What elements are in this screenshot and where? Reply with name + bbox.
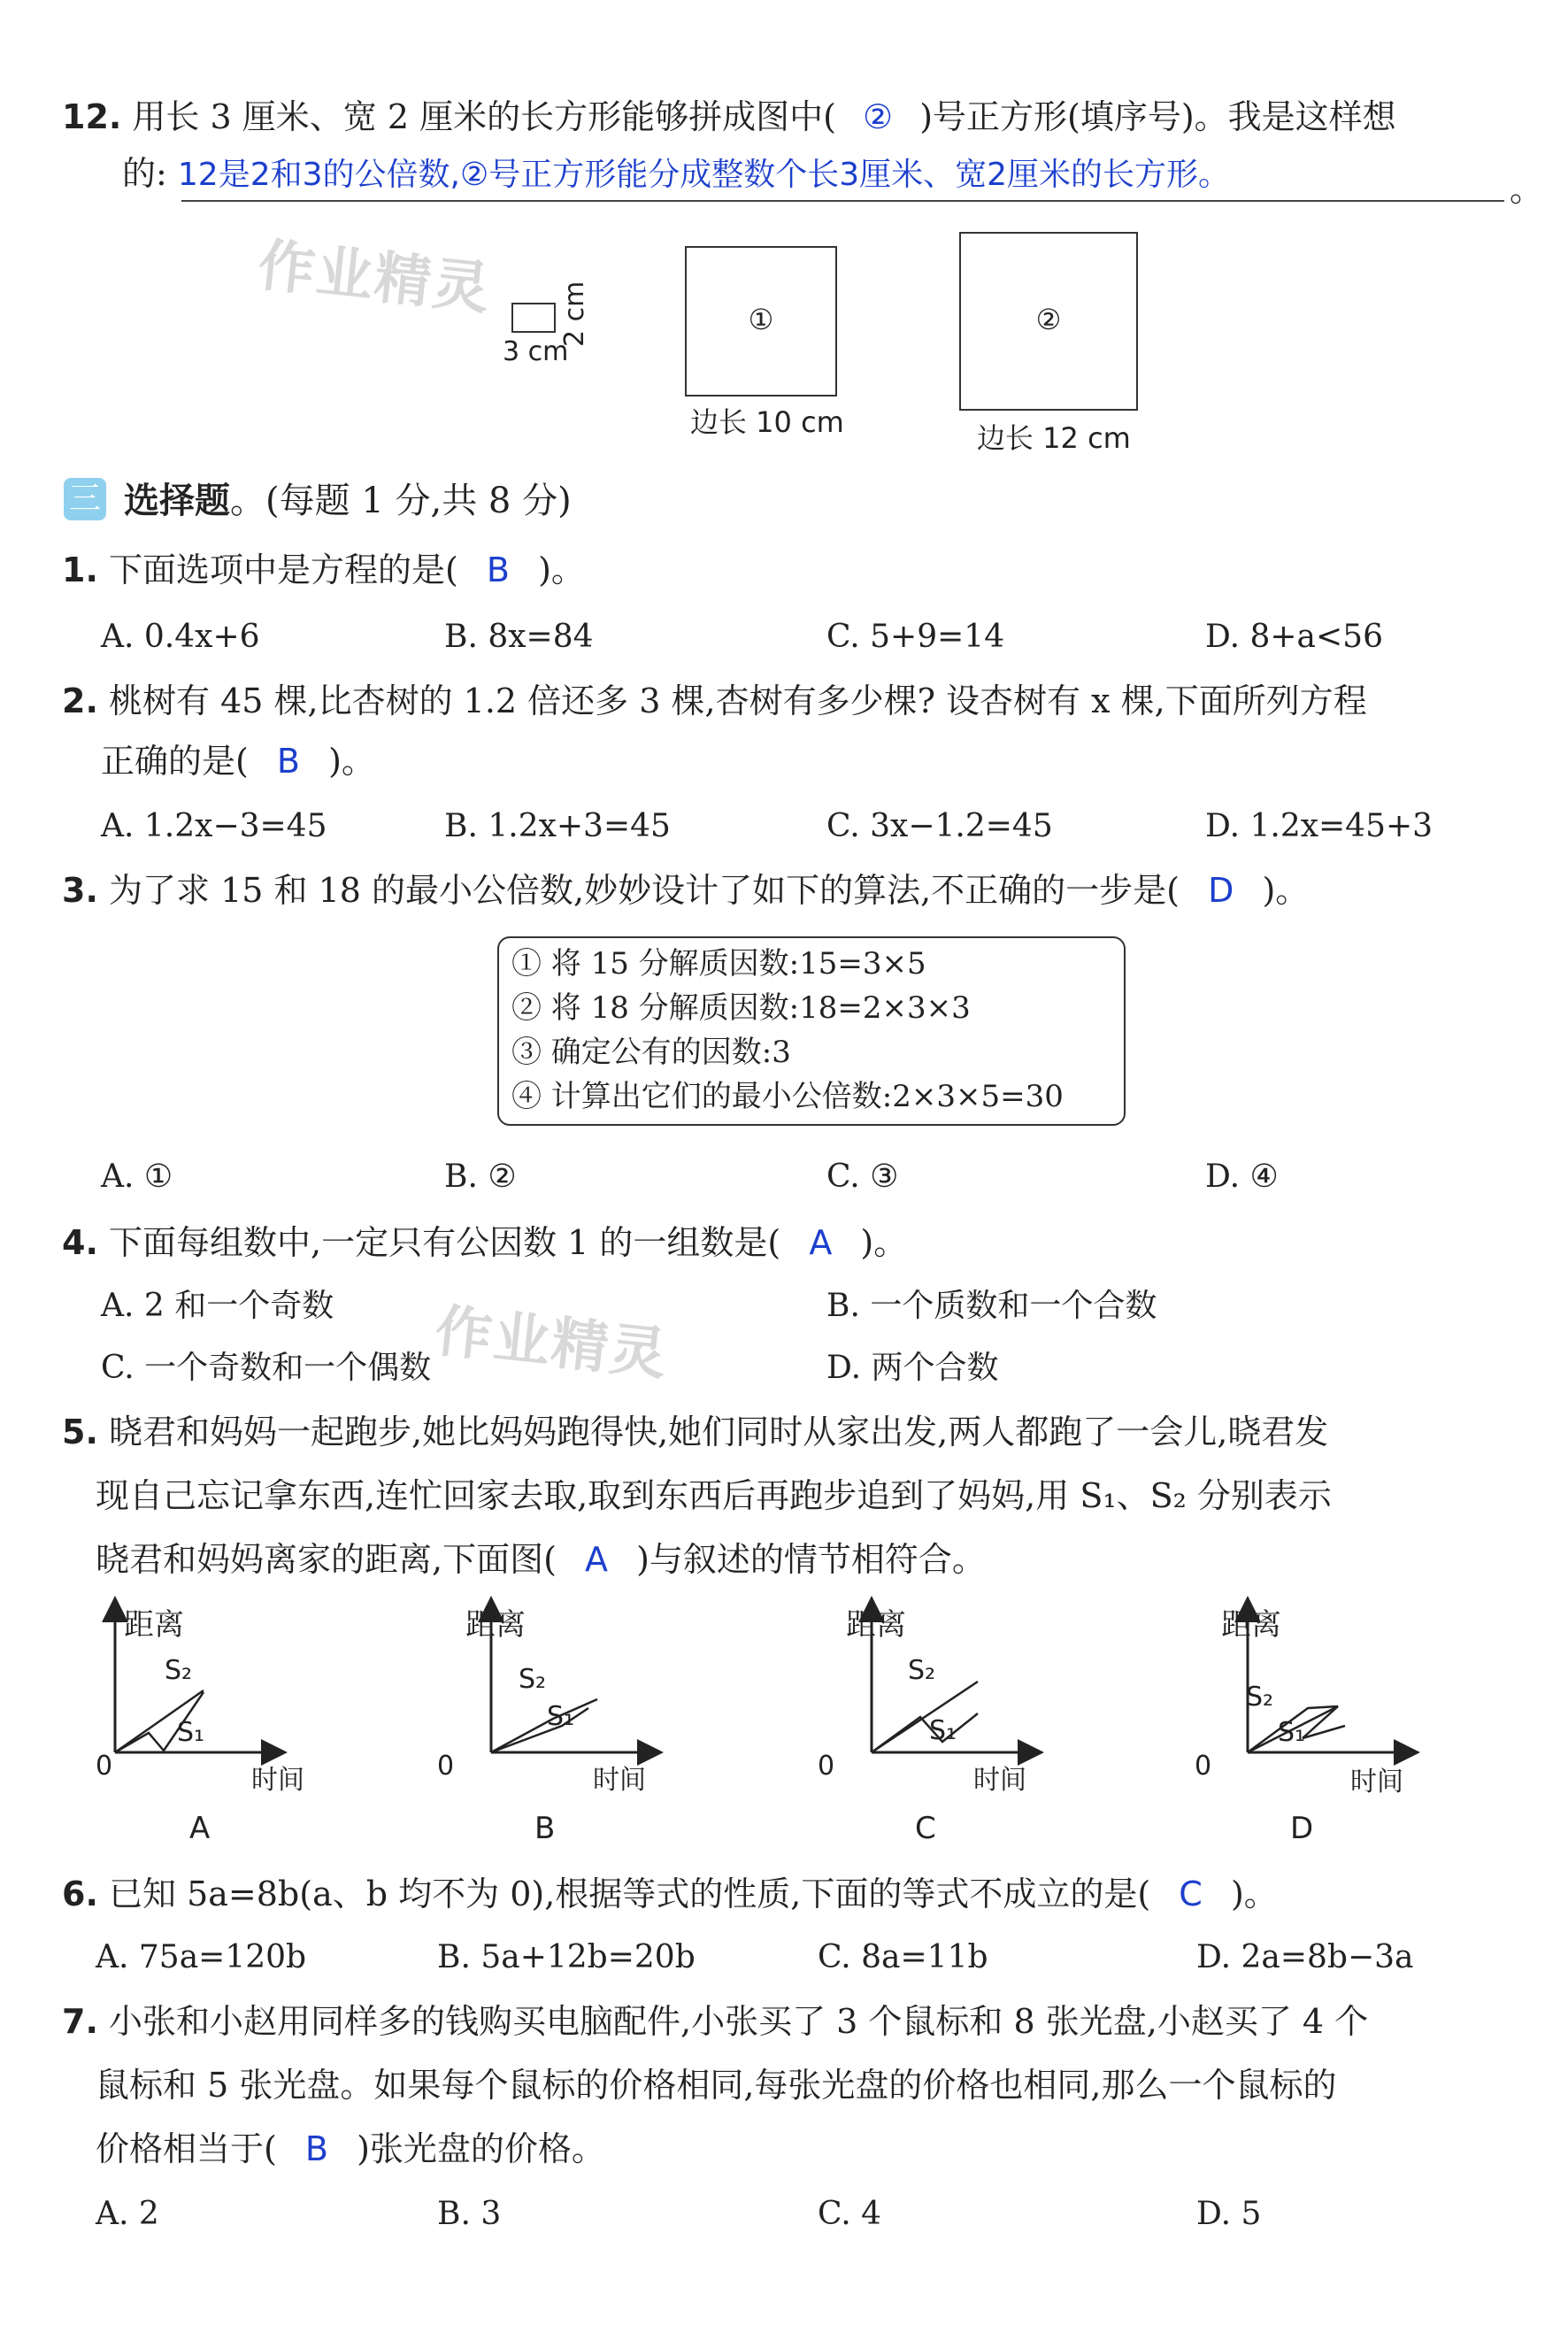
q12-line2 bbox=[122, 150, 1230, 198]
graph-d-s2: S₂ bbox=[1246, 1682, 1274, 1713]
section-title: 选择题 bbox=[124, 481, 230, 521]
q3-stem bbox=[62, 867, 1309, 913]
q2-line1 bbox=[62, 678, 1367, 724]
q4-option-c: C. 一个奇数和一个偶数 bbox=[101, 1350, 432, 1386]
q2-option-b: B. 1.2x+3=45 bbox=[444, 808, 671, 844]
watermark: 作业精灵 bbox=[255, 233, 495, 323]
q6-text-b: )。 bbox=[1230, 1875, 1278, 1913]
q6-option-d: D. 2a=8b−3a bbox=[1196, 1939, 1414, 1975]
q2-option-c: C. 3x−1.2=45 bbox=[826, 808, 1053, 844]
q12-explanation: 12是2和3的公倍数,②号正方形能分成整数个长3厘米、宽2厘米的长方形。 bbox=[177, 157, 1231, 193]
q1-stem bbox=[62, 547, 585, 593]
q7-line1 bbox=[62, 1998, 1368, 2044]
q12-period: 。 bbox=[1510, 170, 1544, 209]
q7-option-a: A. 2 bbox=[96, 2196, 159, 2232]
q12-answer-underline bbox=[181, 200, 1504, 202]
q6-option-a: A. 75a=120b bbox=[96, 1939, 307, 1975]
q7-text-a: 价格相当于( bbox=[96, 2129, 277, 2168]
graph-b-x-label: 时间 bbox=[593, 1765, 646, 1796]
q4-option-b: B. 一个质数和一个合数 bbox=[826, 1288, 1157, 1324]
section-note: 。(每题 1 分,共 8 分) bbox=[230, 481, 572, 521]
q12-text-c: 的: bbox=[122, 154, 167, 193]
graph-a-x-label: 时间 bbox=[251, 1765, 304, 1796]
q7-line2: 鼠标和 5 张光盘。如果每个鼠标的价格相同,每张光盘的价格也相同,那么一个鼠标的 bbox=[96, 2066, 1337, 2105]
q5-text-b: )与叙述的情节相符合。 bbox=[636, 1540, 986, 1579]
q6-number: 6. bbox=[62, 1875, 98, 1913]
q5-text-line1: 晓君和妈妈一起跑步,她比妈妈跑得快,她们同时从家出发,两人都跑了一会儿,晓君发 bbox=[108, 1413, 1329, 1451]
q4-answer: A bbox=[809, 1223, 833, 1262]
q3-text-b: )。 bbox=[1262, 871, 1310, 910]
q12-answer: ② bbox=[863, 97, 894, 136]
q3-text-a: 为了求 15 和 18 的最小公倍数,妙妙设计了如下的算法,不正确的一步是( bbox=[108, 871, 1180, 910]
q3-option-d: D. ④ bbox=[1205, 1159, 1279, 1195]
q1-option-c: C. 5+9=14 bbox=[826, 619, 1005, 655]
graph-c-y-label: 距离 bbox=[846, 1607, 906, 1643]
small-rectangle bbox=[511, 303, 556, 333]
q7-option-b: B. 3 bbox=[437, 2196, 502, 2232]
graph-b-s2: S₂ bbox=[519, 1664, 547, 1695]
q3-step-4: ④ 计算出它们的最小公倍数:2×3×5=30 bbox=[511, 1079, 1064, 1114]
q3-steps-box bbox=[497, 936, 1126, 1126]
graph-b-caption: B bbox=[534, 1811, 556, 1846]
graph-c-x-label: 时间 bbox=[973, 1765, 1026, 1796]
q4-stem bbox=[62, 1220, 907, 1266]
q6-text-a: 已知 5a=8b(a、b 均不为 0),根据等式的性质,下面的等式不成立的是( bbox=[108, 1875, 1151, 1913]
q4-option-d: D. 两个合数 bbox=[826, 1350, 999, 1386]
graph-d-y-label: 距离 bbox=[1221, 1607, 1281, 1643]
section-header bbox=[124, 478, 572, 524]
graph-a-origin: 0 bbox=[96, 1751, 113, 1782]
q12-line1 bbox=[62, 94, 1396, 140]
q5-line2: 现自己忘记拿东西,连忙回家去取,取到东西后再跑步追到了妈妈,用 S₁、S₂ 分别表示 bbox=[96, 1476, 1332, 1515]
graph-a-s2: S₂ bbox=[165, 1655, 193, 1686]
q2-option-d: D. 1.2x=45+3 bbox=[1205, 808, 1433, 844]
q5-number: 5. bbox=[62, 1413, 98, 1451]
graph-d-origin: 0 bbox=[1195, 1751, 1212, 1782]
q6-answer: C bbox=[1179, 1875, 1203, 1913]
square-1-caption: 边长 10 cm bbox=[690, 405, 844, 439]
q1-option-d: D. 8+a<56 bbox=[1205, 619, 1383, 655]
q7-text-b: )张光盘的价格。 bbox=[357, 2129, 605, 2168]
square-2-caption: 边长 12 cm bbox=[977, 421, 1131, 455]
q4-text-b: )。 bbox=[860, 1223, 908, 1262]
q5-text-a: 晓君和妈妈离家的距离,下面图( bbox=[96, 1540, 557, 1579]
graph-a-y-label: 距离 bbox=[124, 1607, 184, 1643]
q3-option-b: B. ② bbox=[444, 1159, 517, 1195]
q3-answer: D bbox=[1208, 871, 1234, 910]
q1-number: 1. bbox=[62, 550, 98, 589]
q5-answer: A bbox=[585, 1540, 608, 1579]
q4-number: 4. bbox=[62, 1223, 98, 1262]
q7-answer: B bbox=[304, 2129, 328, 2168]
graph-c-s1-line bbox=[872, 1713, 978, 1752]
graph-b-origin: 0 bbox=[437, 1751, 455, 1782]
graph-b-s2-line bbox=[491, 1699, 597, 1752]
q7-option-c: C. 4 bbox=[818, 2196, 882, 2232]
graph-c-caption: C bbox=[915, 1811, 936, 1846]
q2-text-b: )。 bbox=[328, 742, 375, 781]
q7-text-line1: 小张和小赵用同样多的钱购买电脑配件,小张买了 3 个鼠标和 8 张光盘,小赵买了 4 个 bbox=[108, 2002, 1369, 2041]
q5-line1 bbox=[62, 1409, 1328, 1455]
square-1 bbox=[685, 246, 837, 396]
q12-number: 12. bbox=[62, 97, 122, 136]
q12-text-b: )号正方形(填序号)。我是这样想 bbox=[919, 97, 1396, 136]
q3-step-3: ③ 确定公有的因数:3 bbox=[511, 1035, 791, 1070]
q6-option-b: B. 5a+12b=20b bbox=[437, 1939, 696, 1975]
rect-width-label: 3 cm bbox=[503, 336, 569, 367]
graph-d-s1: S₁ bbox=[1278, 1717, 1306, 1748]
graph-b-y-label: 距离 bbox=[465, 1607, 526, 1643]
q3-option-c: C. ③ bbox=[826, 1159, 899, 1195]
q1-answer: B bbox=[486, 550, 510, 589]
q5-line3 bbox=[96, 1536, 986, 1582]
graph-d-caption: D bbox=[1290, 1811, 1314, 1846]
square-2 bbox=[959, 232, 1138, 411]
rect-height-label: 2 cm bbox=[559, 281, 590, 347]
q2-line2 bbox=[101, 738, 375, 784]
square-2-label: ② bbox=[1035, 303, 1062, 336]
q2-text-line1: 桃树有 45 棵,比杏树的 1.2 倍还多 3 棵,杏树有多少棵? 设杏树有 x 棵,下面所列方程 bbox=[108, 681, 1367, 720]
watermark-2: 作业精灵 bbox=[432, 1298, 672, 1389]
graph-b-s1: S₁ bbox=[547, 1701, 575, 1732]
q6-option-c: C. 8a=11b bbox=[818, 1939, 988, 1975]
q2-answer: B bbox=[276, 742, 300, 781]
q3-step-1: ① 将 15 分解质因数:15=3×5 bbox=[511, 946, 926, 982]
q7-line3 bbox=[96, 2126, 605, 2172]
square-1-label: ① bbox=[748, 303, 774, 336]
q4-option-a: A. 2 和一个奇数 bbox=[101, 1288, 334, 1324]
q1-option-a: A. 0.4x+6 bbox=[101, 619, 260, 655]
q3-step-2: ② 将 18 分解质因数:18=2×3×3 bbox=[511, 990, 971, 1026]
q12-text-a: 用长 3 厘米、宽 2 厘米的长方形能够拼成图中( bbox=[132, 97, 836, 136]
graph-c-s1: S₁ bbox=[929, 1715, 957, 1746]
graph-a-caption: A bbox=[189, 1811, 211, 1846]
graph-c-origin: 0 bbox=[818, 1751, 835, 1782]
q1-text-a: 下面选项中是方程的是( bbox=[108, 550, 458, 589]
q1-text-b: )。 bbox=[538, 550, 585, 589]
q6-stem bbox=[62, 1871, 1278, 1917]
graph-a-s1: S₁ bbox=[177, 1717, 205, 1748]
q2-number: 2. bbox=[62, 681, 98, 720]
section-badge: 三 bbox=[64, 478, 106, 520]
q4-text-a: 下面每组数中,一定只有公因数 1 的一组数是( bbox=[108, 1223, 781, 1262]
q7-option-d: D. 5 bbox=[1196, 2196, 1262, 2232]
q2-text-a: 正确的是( bbox=[101, 742, 249, 781]
graph-c-s2: S₂ bbox=[908, 1655, 936, 1686]
graph-d-x-label: 时间 bbox=[1350, 1767, 1403, 1798]
q3-number: 3. bbox=[62, 871, 98, 910]
q7-number: 7. bbox=[62, 2002, 98, 2041]
q1-option-b: B. 8x=84 bbox=[444, 619, 594, 655]
q3-option-a: A. ① bbox=[101, 1159, 173, 1195]
q2-option-a: A. 1.2x−3=45 bbox=[101, 808, 327, 844]
